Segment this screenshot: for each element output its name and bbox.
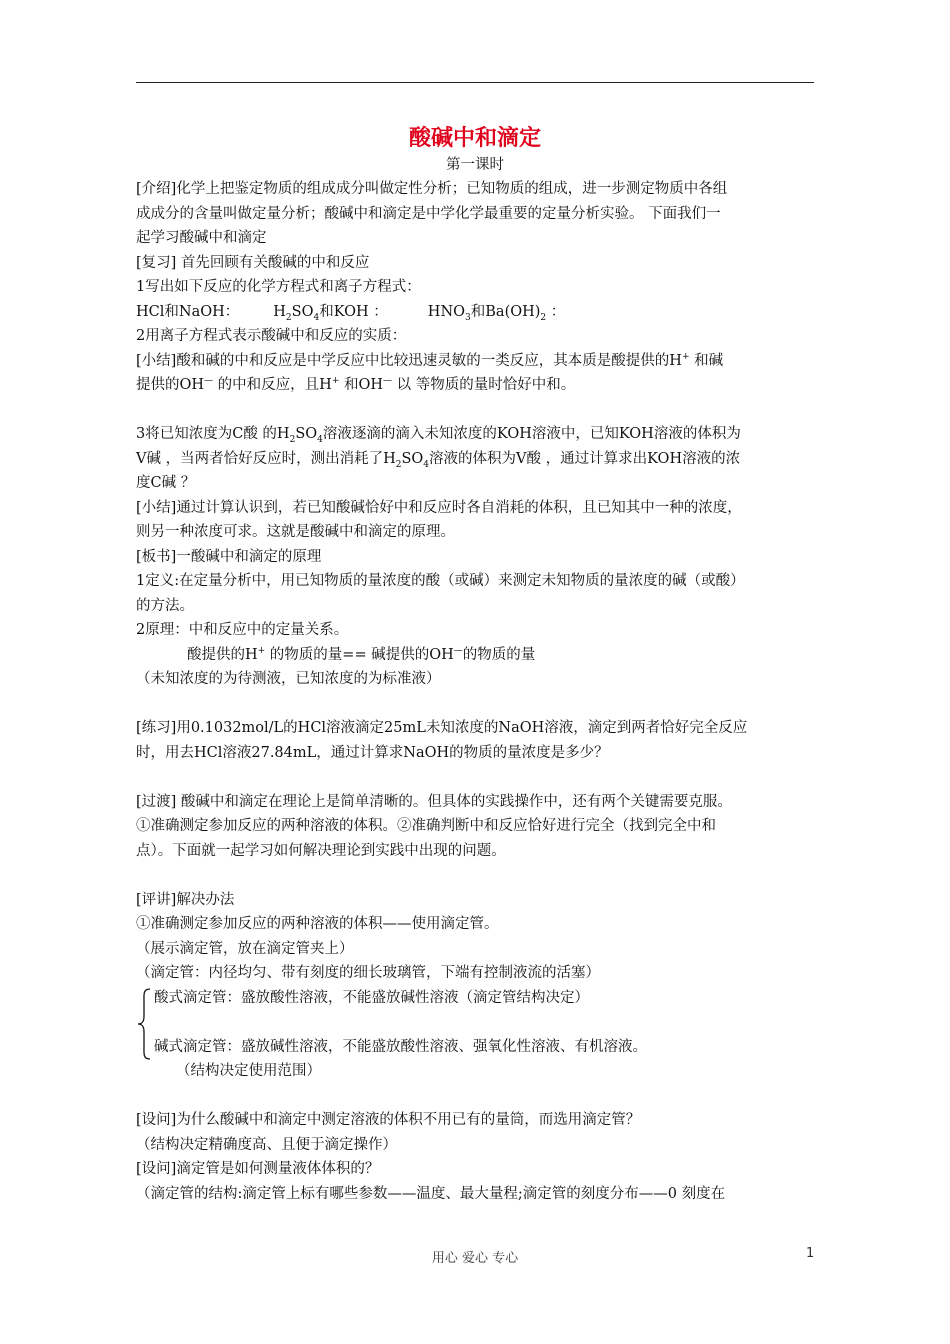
text-line: 则另一种浓度可求。这就是酸碱中和滴定的原理。 xyxy=(136,524,455,540)
text-line: （展示滴定管，放在滴定管夹上） xyxy=(136,940,354,957)
text-line: ①准确测定参加反应的两种溶液的体积。②准确判断中和反应恰好进行完全（找到完全中和 xyxy=(136,818,716,834)
page-footer: 用心 爱心 专心 xyxy=(431,1251,519,1266)
text-line: [小结]通过计算认识到，若已知酸碱恰好中和反应时各自消耗的体积，且已知其中一种的浓度， xyxy=(136,499,742,516)
text-line: 2原理：中和反应中的定量关系。 xyxy=(136,622,349,638)
text-line: 1定义:在定量分析中，用已知物质的量浓度的酸（或碱）来测定未知物质的量浓度的碱（或酸） xyxy=(136,573,745,589)
text-line: V碱 ，当两者恰好反应时，测出消耗了$H_2SO_4$溶液的体积为V酸 ，通过计算求出KOH溶液的浓 xyxy=(136,450,741,470)
document-title: 酸碱中和滴定 xyxy=(408,126,541,151)
text-line: [板书]一酸碱中和滴定的原理 xyxy=(136,548,322,565)
text-line: 提供的OH— 的中和反应，且H+ 和OH— 以 等物质的量时恰好中和。 xyxy=(136,376,576,393)
text-line: [练习]用0.1032mol/L的HCl溶液滴定25mL未知浓度的NaOH溶液，滴定到两者恰好完全反应 xyxy=(136,720,748,736)
text-line: [介绍]化学上把鉴定物质的组成成分叫做定性分析；已知物质的组成，进一步测定物质中各组 xyxy=(136,181,728,197)
text-line: 1写出如下反应的化学方程式和离子方程式： xyxy=(136,279,421,295)
burette-types xyxy=(136,986,822,1060)
page-number: 1 xyxy=(806,1246,815,1261)
header-rule xyxy=(136,82,814,83)
text-line: 酸式滴定管：盛放酸性溶液，不能盛放碱性溶液（滴定管结构决定） xyxy=(154,989,589,1006)
text-line: [小结]酸和碱的中和反应是中学反应中比较迅速灵敏的一类反应，其本质是酸提供的H+ 和碱 xyxy=(136,351,724,369)
text-line: [过渡] 酸碱中和滴定在理论上是简单清晰的。但具体的实践操作中，还有两个关键需要克服。 xyxy=(136,793,732,810)
curly-brace-icon xyxy=(136,988,152,1060)
equation-line: HCl和NaOH： $H_2SO_4$和KOH ： $HNO_3$和$Ba(OH)_2$ ： xyxy=(136,303,566,323)
text-line: 2用离子方程式表示酸碱中和反应的实质： xyxy=(136,328,407,344)
text-line: [设问]为什么酸碱中和滴定中测定溶液的体积不用已有的量筒，而选用滴定管？ xyxy=(136,1112,641,1128)
text-line: 酸提供的H+ 的物质的量== 碱提供的OH—的物质的量 xyxy=(187,645,536,663)
text-line: （滴定管的结构:滴定管上标有哪些参数——温度、最大量程;滴定管的刻度分布——0 刻度在 xyxy=(136,1185,726,1202)
text-line: 成成分的含量叫做定量分析；酸碱中和滴定是中学化学最重要的定量分析实验。 下面我们一 xyxy=(136,205,721,222)
text-line: 3将已知浓度为C酸 的$H_2SO_4$溶液逐滴的滴入未知浓度的KOH溶液中，已知KOH溶液的体积为 xyxy=(136,426,741,445)
text-line: 点）。下面就一起学习如何解决理论到实践中出现的问题。 xyxy=(136,842,506,859)
text-line: 的方法。 xyxy=(136,597,194,614)
text-line: （结构决定精确度高、且便于滴定操作） xyxy=(136,1136,397,1153)
text-line: （未知浓度的为待测液，已知浓度的为标准液） xyxy=(136,671,441,687)
text-line: 度C碱 ？ xyxy=(136,475,196,491)
text-line: [评讲]解决办法 xyxy=(136,891,235,908)
text-line: 时，用去HCl溶液27.84mL，通过计算求NaOH的物质的量浓度是多少？ xyxy=(136,744,609,761)
text-line: ①准确测定参加反应的两种溶液的体积——使用滴定管。 xyxy=(136,916,499,932)
document-subtitle: 第一课时 xyxy=(446,157,504,173)
text-line: [复习] 首先回顾有关酸碱的中和反应 xyxy=(136,254,370,271)
text-line: （滴定管：内径均匀、带有刻度的细长玻璃管，下端有控制液流的活塞） xyxy=(136,965,600,981)
text-line: 碱式滴定管：盛放碱性溶液，不能盛放酸性溶液、强氧化性溶液、有机溶液。 xyxy=(154,1038,647,1055)
text-line: [设问]滴定管是如何测量液体体积的？ xyxy=(136,1161,380,1177)
document-body xyxy=(136,177,822,1206)
text-line: 起学习酸碱中和滴定 xyxy=(136,230,267,246)
text-line: （结构决定使用范围） xyxy=(176,1063,321,1079)
